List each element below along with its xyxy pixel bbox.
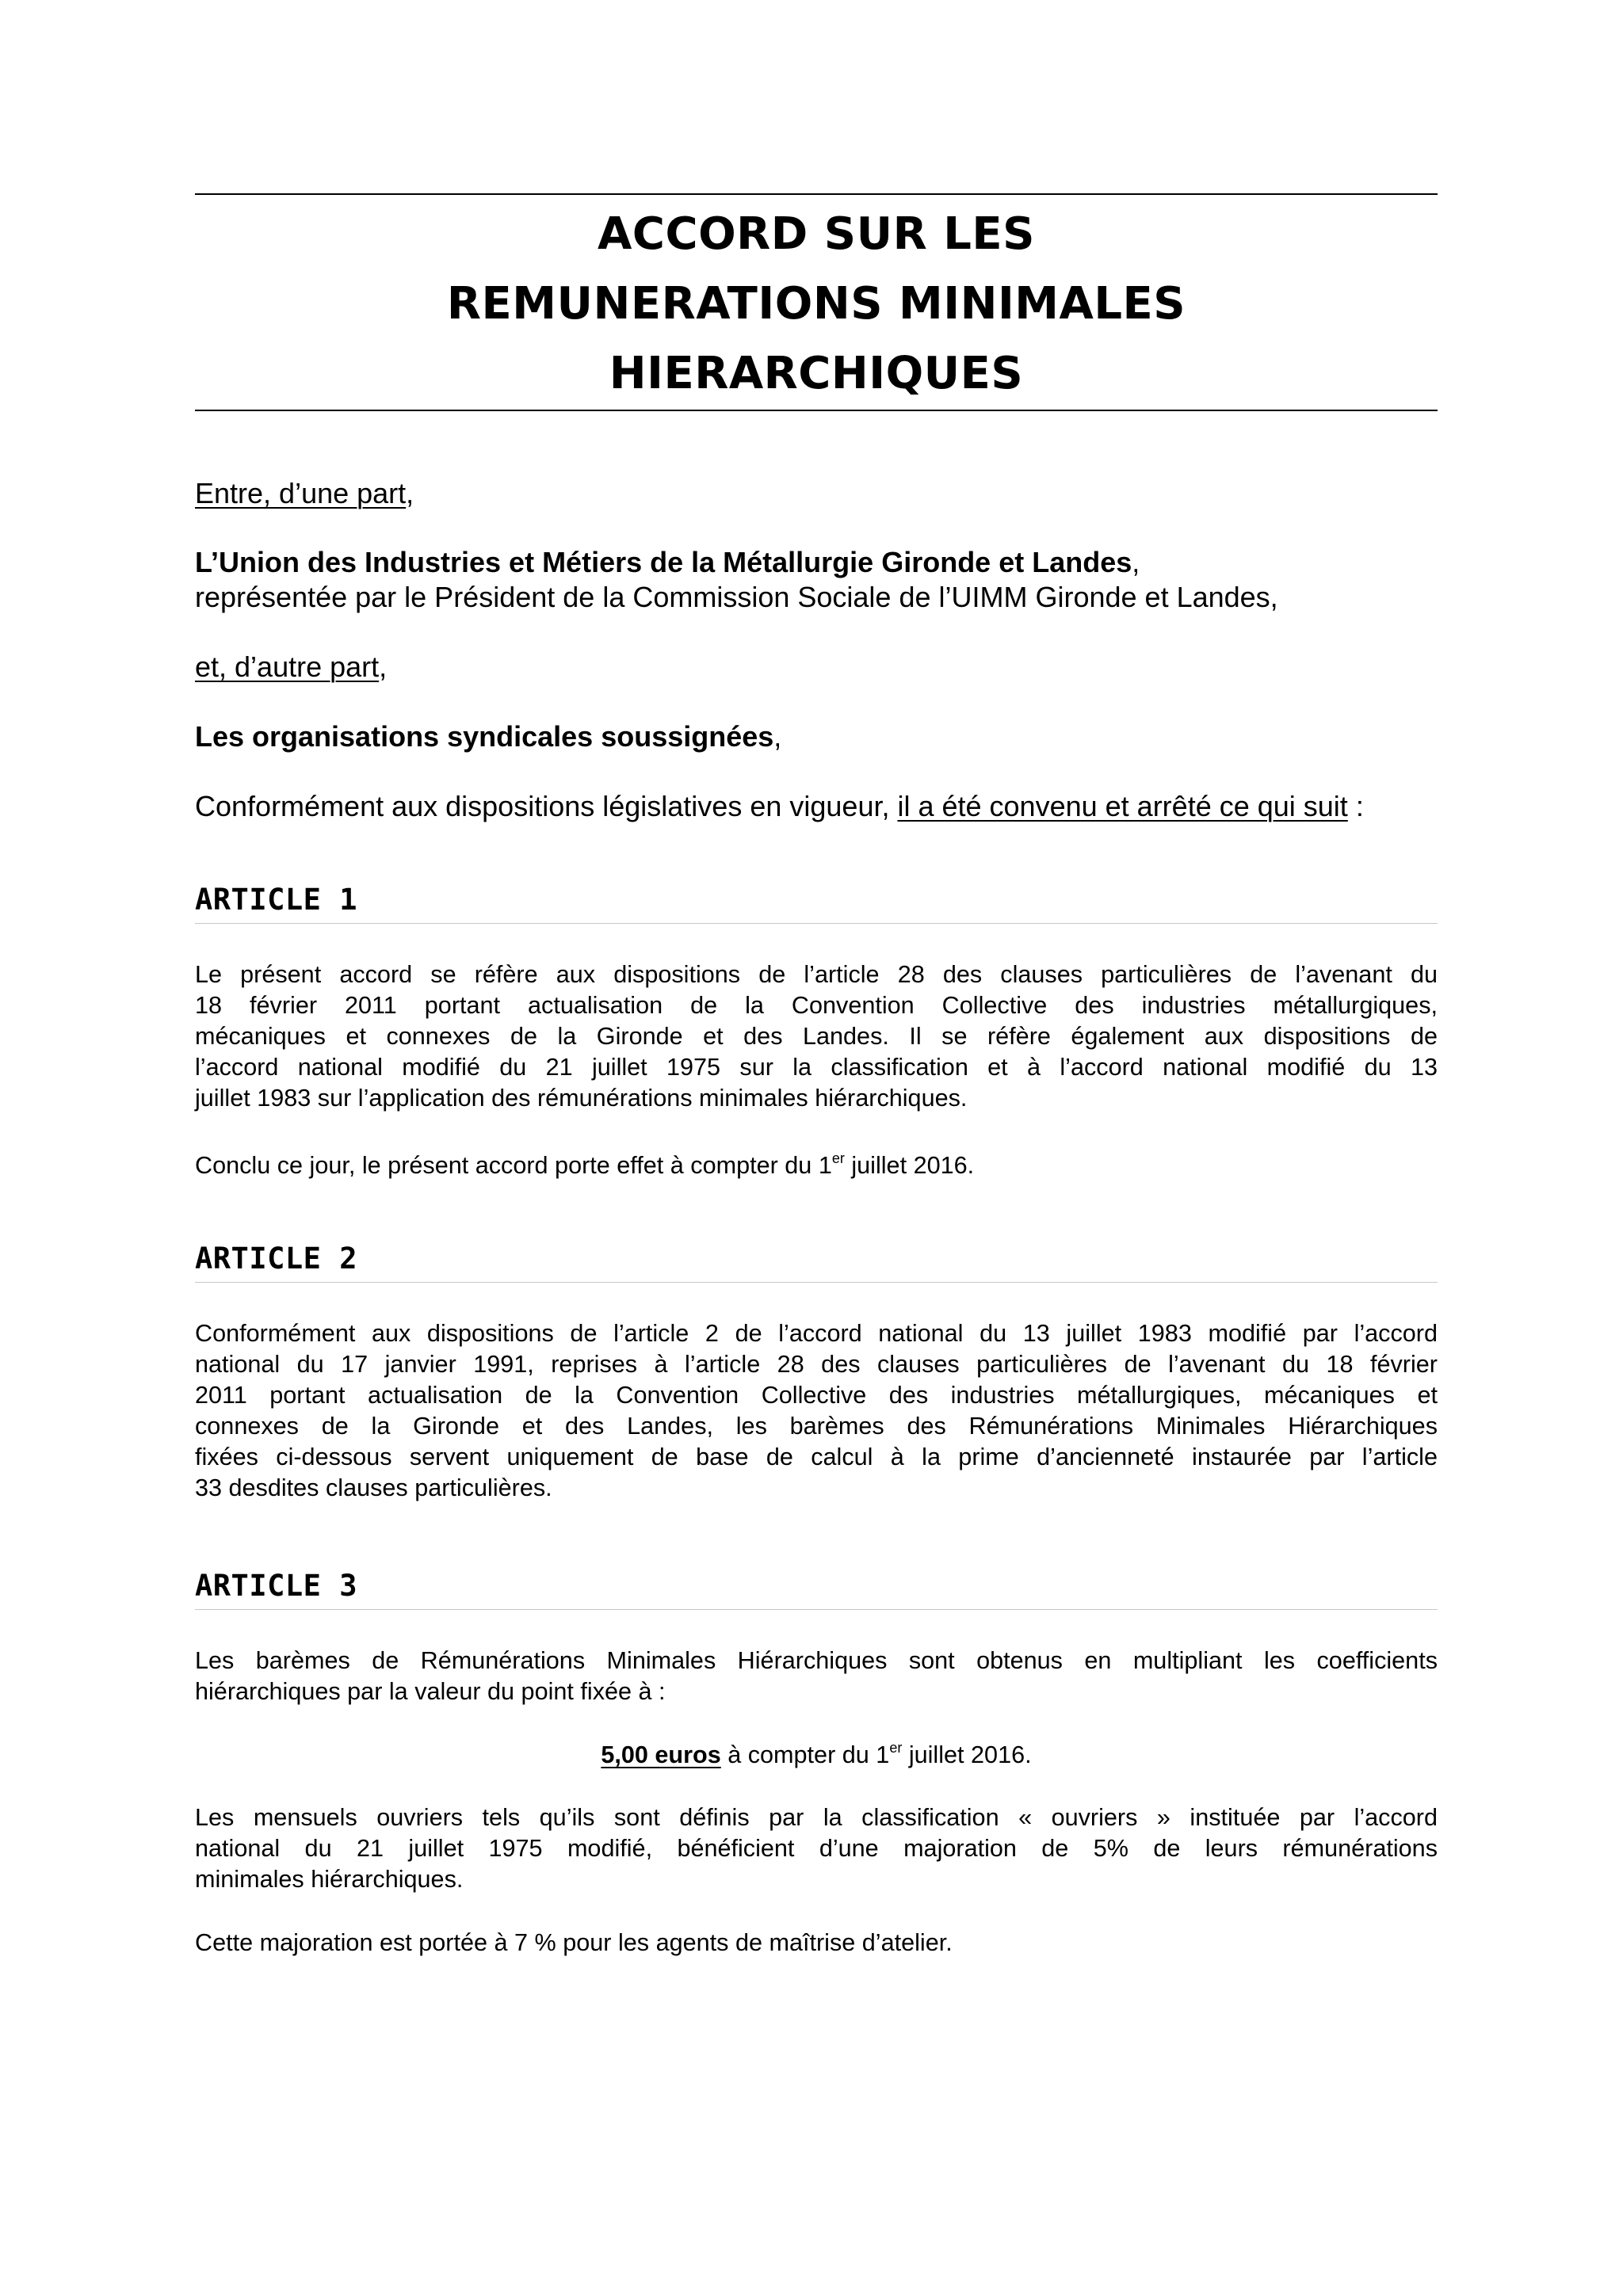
article-1-line: 18 février 2011 portant actualisation de la Convention Collective des industries métallurgiques,: [195, 992, 1438, 1019]
part-two-label: et, d’autre part: [195, 650, 380, 683]
article-2-line: national du 17 janvier 1991, reprises à l’article 28 des clauses particulières de l’avenant du 18 février: [195, 1351, 1438, 1378]
article-1-line: mécaniques et connexes de la Gironde et des Landes. Il se réfère également aux dispositions de: [195, 1023, 1438, 1050]
title-top-rule: [195, 193, 1438, 195]
part-one-intro: Entre, d’une part,: [195, 477, 414, 509]
article-2-line: Conformément aux dispositions de l’article 2 de l’accord national du 13 juillet 1983 modifié par l’accord: [195, 1320, 1438, 1347]
article-2-line: fixées ci-dessous servent uniquement de base de calcul à la prime d’ancienneté instaurée par l’article: [195, 1444, 1438, 1470]
article-3-line: Les barèmes de Rémunérations Minimales Hiérarchiques sont obtenus en multipliant les coefficients: [195, 1647, 1438, 1674]
document-title: [195, 200, 1438, 409]
article-3-ouvriers: [195, 1802, 1438, 1895]
part-one-label: Entre, d’une part: [195, 477, 407, 509]
article-2-body: [195, 1318, 1438, 1504]
article-1-line: l’accord national modifié du 21 juillet 1975 sur la classification et à l’accord national modifié du 13: [195, 1054, 1438, 1081]
ouvriers-line: Les mensuels ouvriers tels qu’ils sont définis par la classification « ouvriers » instituée par l’accord: [195, 1804, 1438, 1831]
article-2-rule: [195, 1282, 1438, 1283]
point-value-statement: 5,00 euros à compter du 1er juillet 2016.: [601, 1739, 1032, 1768]
title-line-1: ACCORD SUR LES: [598, 208, 1035, 260]
part-two-intro: et, d’autre part,: [195, 650, 388, 683]
article-3-line: hiérarchiques par la valeur du point fixée à :: [195, 1678, 666, 1705]
article-2-line: connexes de la Gironde et des Landes, les barèmes des Rémunérations Minimales Hiérarchiques: [195, 1413, 1438, 1440]
article-3-rule: [195, 1609, 1438, 1610]
point-value: 5,00 euros: [601, 1741, 721, 1768]
agreement-intro: Conformément aux dispositions législatives en vigueur, il a été convenu et arrêté ce qui suit :: [195, 790, 1364, 822]
title-line-2: REMUNERATIONS MINIMALES: [446, 278, 1186, 330]
article-1-effect-date: Conclu ce jour, le présent accord porte effet à compter du 1er juillet 2016.: [195, 1150, 975, 1179]
agreement-intro-underlined: il a été convenu et arrêté ce qui suit: [897, 790, 1348, 822]
title-line-3: HIERARCHIQUES: [609, 348, 1024, 399]
article-1-heading: ARTICLE 1: [195, 883, 357, 917]
article-1-line: juillet 1983 sur l’application des rémunérations minimales hiérarchiques.: [195, 1085, 968, 1112]
article-3-body: [195, 1646, 1438, 1707]
org-two-name: Les organisations syndicales soussignées,: [195, 720, 782, 753]
article-1-body: [195, 959, 1438, 1114]
title-bottom-rule: [195, 410, 1438, 411]
article-3-maitrise: Cette majoration est portée à 7 % pour les agents de maîtrise d’atelier.: [195, 1929, 953, 1956]
article-2-heading: ARTICLE 2: [195, 1241, 357, 1276]
article-3-heading: ARTICLE 3: [195, 1569, 357, 1603]
article-2-line: 33 desdites clauses particulières.: [195, 1474, 552, 1501]
article-2-line: 2011 portant actualisation de la Convention Collective des industries métallurgiques, mécaniques et: [195, 1382, 1438, 1409]
article-1-rule: [195, 923, 1438, 924]
org-one-representative: représentée par le Président de la Commission Sociale de l’UIMM Gironde et Landes,: [195, 581, 1278, 613]
article-1-line: Le présent accord se réfère aux dispositions de l’article 28 des clauses particulières de l’avenant du: [195, 961, 1438, 988]
ouvriers-line: national du 21 juillet 1975 modifié, bénéficient d’une majoration de 5% de leurs rémunérations: [195, 1835, 1438, 1862]
ouvriers-line: minimales hiérarchiques.: [195, 1866, 464, 1893]
org-one-name: L’Union des Industries et Métiers de la Métallurgie Gironde et Landes,: [195, 546, 1140, 578]
